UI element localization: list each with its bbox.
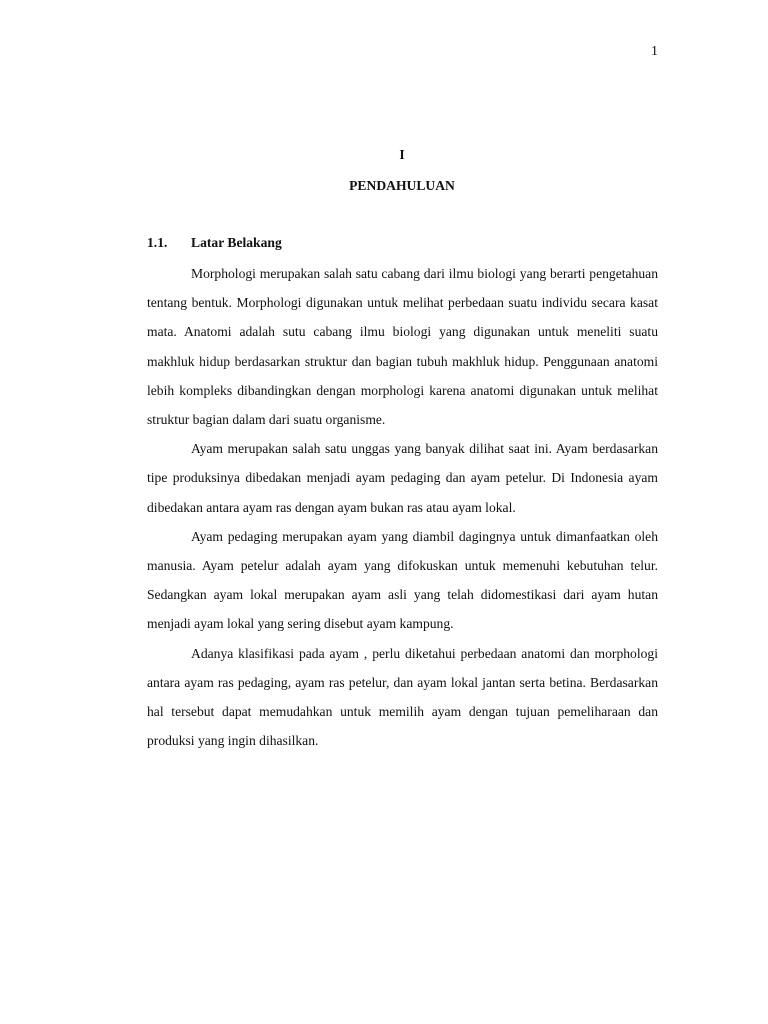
chapter-number: I xyxy=(399,147,405,162)
body-text xyxy=(147,259,658,755)
paragraph: Ayam merupakan salah satu unggas yang banyak dilihat saat ini. Ayam berdasarkan tipe produksinya dibedakan menjadi ayam pedaging dan ayam petelur. Di Indonesia ayam dibedakan antara ayam ras dengan ayam bukan ras atau ayam lokal. xyxy=(147,441,658,515)
paragraph: Morphologi merupakan salah satu cabang dari ilmu biologi yang berarti pengetahuan tentang bentuk. Morphologi digunakan untuk melihat perbedaan suatu individu secara kasat mata. Anatomi adalah sutu cabang ilmu biologi yang digunakan untuk meneliti suatu makhluk hidup berdasarkan struktur dan bagian tubuh makhluk hidup. Penggunaan anatomi lebih kompleks dibandingkan dengan morphologi karena anatomi digunakan untuk melihat struktur bagian dalam dari suatu organisme. xyxy=(147,266,658,428)
paragraph: Adanya klasifikasi pada ayam , perlu diketahui perbedaan anatomi dan morphologi antara ayam ras pedaging, ayam ras petelur, dan ayam lokal jantan serta betina. Berdasarkan hal tersebut dapat memudahkan untuk memilih ayam dengan tujuan pemeliharaan dan produksi yang ingin dihasilkan. xyxy=(147,645,658,749)
chapter-title: PENDAHULUAN xyxy=(349,178,455,193)
paragraph: Ayam pedaging merupakan ayam yang diambil dagingnya untuk dimanfaatkan oleh manusia. Ayam petelur adalah ayam yang difokuskan untuk memenuhi kebutuhan telur. Sedangkan ayam lokal merupakan ayam asli yang telah didomestikasi dari ayam hutan menjadi ayam lokal yang sering disebut ayam kampung. xyxy=(147,528,658,632)
section-heading xyxy=(147,235,282,251)
section-number: 1.1. xyxy=(147,235,168,250)
page-number: 1 xyxy=(651,44,658,59)
section-title: Latar Belakang xyxy=(191,235,282,250)
